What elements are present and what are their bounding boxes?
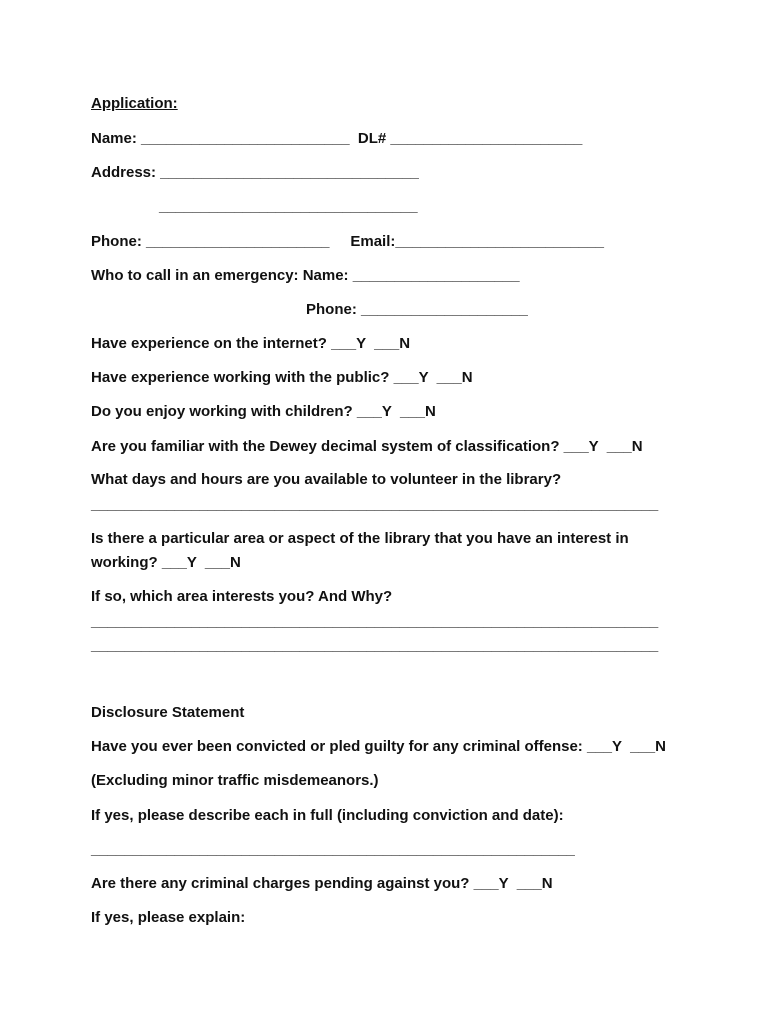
question-area-interest-part2[interactable]: working? ___Y ___N <box>91 554 241 571</box>
question-enjoy-children[interactable]: Do you enjoy working with children? ___Y ___N <box>91 403 436 420</box>
emergency-contact-name-line[interactable]: Who to call in an emergency: Name: ____________________ <box>91 267 520 284</box>
name-dl-field-line[interactable]: Name: _________________________ DL# _______________________ <box>91 130 583 147</box>
describe-instruction: If yes, please describe each in full (including conviction and date): <box>91 807 564 824</box>
question-which-area: If so, which area interests you? And Why? <box>91 588 393 605</box>
which-area-answer-line-1[interactable]: ____________________________________________________________________ <box>91 613 659 630</box>
question-internet-experience[interactable]: Have experience on the internet? ___Y ___N <box>91 335 411 352</box>
question-pending-charges[interactable]: Are there any criminal charges pending against you? ___Y ___N <box>91 875 553 892</box>
question-availability: What days and hours are you available to volunteer in the library? <box>91 471 562 488</box>
excluding-note: (Excluding minor traffic misdemeanors.) <box>91 772 379 789</box>
describe-answer-line[interactable]: __________________________________________________________ <box>91 841 575 858</box>
address-field-line[interactable]: Address: _______________________________ <box>91 164 419 181</box>
emergency-contact-phone-line[interactable]: Phone: ____________________ <box>306 301 528 318</box>
address-field-line-2[interactable]: _______________________________ <box>159 198 418 215</box>
question-convicted[interactable]: Have you ever been convicted or pled guilty for any criminal offense: ___Y ___N <box>91 738 666 755</box>
form-title: Application: <box>91 95 178 112</box>
disclosure-heading: Disclosure Statement <box>91 704 245 721</box>
explain-instruction: If yes, please explain: <box>91 909 246 926</box>
availability-answer-line[interactable]: ____________________________________________________________________ <box>91 496 659 513</box>
question-public-experience[interactable]: Have experience working with the public? ___Y ___N <box>91 369 473 386</box>
question-area-interest-part1: Is there a particular area or aspect of the library that you have an interest in <box>91 530 629 547</box>
which-area-answer-line-2[interactable]: ____________________________________________________________________ <box>91 637 659 654</box>
phone-email-field-line[interactable]: Phone: ______________________ Email:_________________________ <box>91 233 604 250</box>
question-dewey-decimal[interactable]: Are you familiar with the Dewey decimal system of classification? ___Y ___N <box>91 438 643 455</box>
